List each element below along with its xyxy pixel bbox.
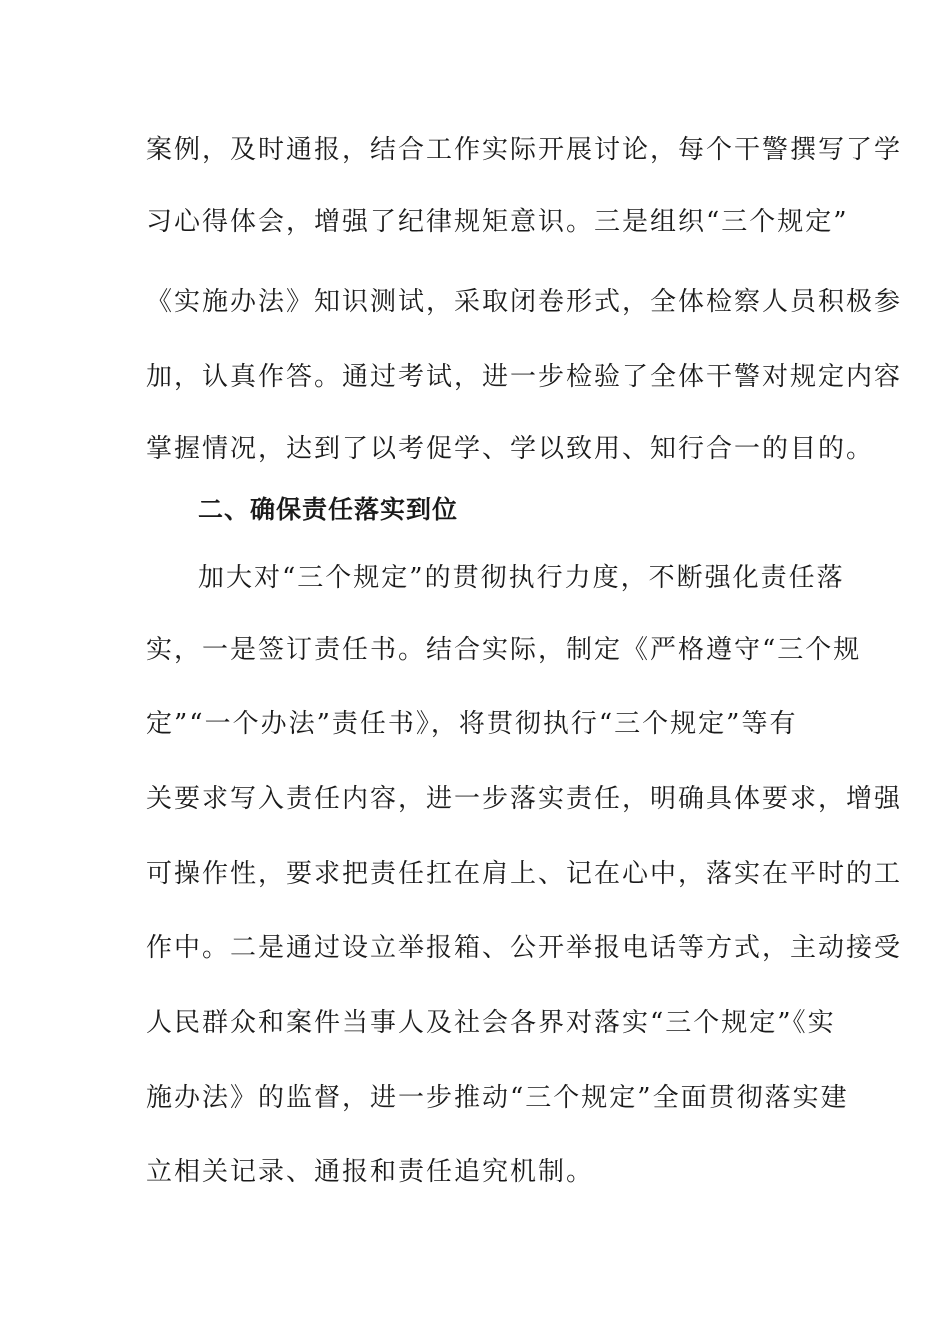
paragraph-2-line-4: 关要求写入责任内容，进一步落实责任，明确具体要求，增强 [146, 784, 903, 814]
paragraph-2-line-3: 定”“一个办法”责任书》，将贯彻执行“三个规定”等有 [146, 709, 798, 739]
paragraph-2-line-2: 实，一是签订责任书。结合实际，制定《严格遵守“三个规 [146, 635, 862, 665]
paragraph-1-line-3: 《实施办法》知识测试，采取闭卷形式，全体检察人员积极参 [146, 287, 903, 317]
paragraph-2-line-1: 加大对“三个规定”的贯彻执行力度，不断强化责任落 [198, 563, 845, 593]
paragraph-2-line-7: 人民群众和案件当事人及社会各界对落实“三个规定”《实 [146, 1008, 836, 1038]
paragraph-1-line-4: 加，认真作答。通过考试，进一步检验了全体干警对规定内容 [146, 362, 903, 392]
section-heading: 二、确保责任落实到位 [198, 495, 459, 524]
paragraph-2-line-9: 立相关记录、通报和责任追究机制。 [146, 1157, 595, 1187]
paragraph-2-line-6: 作中。二是通过设立举报箱、公开举报电话等方式，主动接受 [146, 933, 903, 963]
paragraph-2-line-5: 可操作性，要求把责任扛在肩上、记在心中，落实在平时的工 [146, 859, 903, 889]
paragraph-1-line-2: 习心得体会，增强了纪律规矩意识。三是组织“三个规定” [146, 207, 849, 237]
paragraph-1-line-5: 掌握情况，达到了以考促学、学以致用、知行合一的目的。 [146, 434, 875, 464]
paragraph-2-line-8: 施办法》的监督，进一步推动“三个规定”全面贯彻落实建 [146, 1083, 849, 1113]
paragraph-1-line-1: 案例，及时通报，结合工作实际开展讨论，每个干警撰写了学 [146, 135, 903, 165]
